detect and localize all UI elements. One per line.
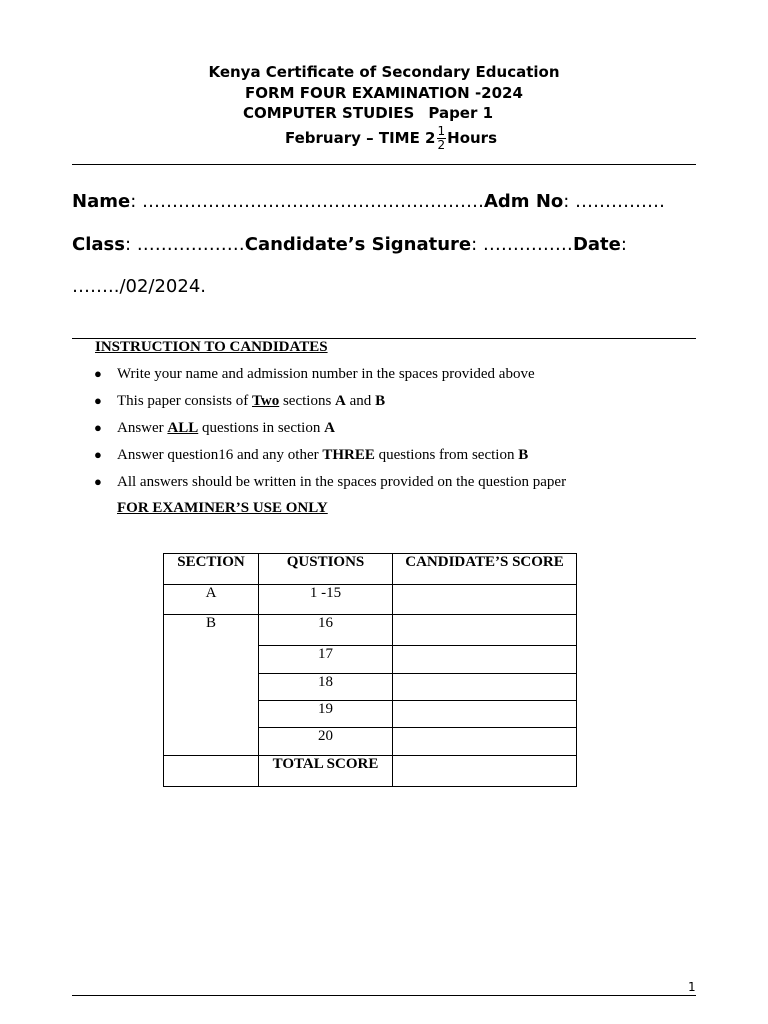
instruction-emphasis: Two bbox=[251, 393, 280, 409]
paper-number: Paper 1 bbox=[428, 104, 494, 122]
exam-time bbox=[14, 125, 768, 152]
instruction-emphasis: A bbox=[335, 393, 346, 409]
score-cell[interactable] bbox=[393, 701, 577, 728]
instruction-text: This paper consists of bbox=[117, 393, 252, 409]
header-section: SECTION bbox=[164, 554, 259, 585]
bullet-icon: ● bbox=[94, 447, 102, 462]
instruction-text: questions from section bbox=[374, 447, 519, 463]
table-total-row bbox=[164, 756, 577, 787]
questions-cell: 17 bbox=[259, 646, 393, 674]
table-header-row bbox=[164, 554, 577, 585]
questions-cell: 18 bbox=[259, 674, 393, 701]
date-field[interactable]: ……../02/2024. bbox=[72, 276, 207, 297]
instruction-emphasis: B bbox=[518, 447, 529, 463]
class-signature-line bbox=[72, 234, 627, 255]
instruction-text: Answer question16 and any other bbox=[117, 447, 323, 463]
date-colon: : bbox=[620, 234, 627, 255]
header-divider bbox=[72, 164, 696, 165]
class-field[interactable]: : ……………… bbox=[124, 234, 245, 255]
time-prefix: February – TIME 2 bbox=[284, 128, 436, 147]
fraction-numerator: 1 bbox=[437, 123, 446, 138]
section-cell: B bbox=[164, 615, 259, 756]
section-cell: A bbox=[164, 585, 259, 615]
total-score-cell[interactable] bbox=[393, 756, 577, 787]
page-number: 1 bbox=[688, 980, 696, 994]
name-field[interactable]: : ………………………………………………… bbox=[130, 191, 484, 212]
score-cell[interactable] bbox=[393, 728, 577, 756]
signature-label: Candidate’s Signature bbox=[244, 234, 472, 255]
questions-cell: 16 bbox=[259, 615, 393, 646]
header-candidate-score: CANDIDATE’S SCORE bbox=[393, 554, 577, 585]
instruction-text: questions in section bbox=[198, 420, 325, 436]
instruction-item bbox=[95, 471, 695, 498]
questions-cell: 1 -15 bbox=[259, 585, 393, 615]
bullet-icon: ● bbox=[94, 474, 102, 489]
instruction-text: and bbox=[345, 393, 376, 409]
total-score-label: TOTAL SCORE bbox=[259, 756, 393, 787]
table-row bbox=[164, 585, 577, 615]
header-questions: QUSTIONS bbox=[259, 554, 393, 585]
time-fraction bbox=[437, 125, 447, 152]
instruction-item bbox=[95, 363, 695, 390]
bullet-icon: ● bbox=[94, 420, 102, 435]
score-cell[interactable] bbox=[393, 674, 577, 701]
adm-no-field[interactable]: : …………… bbox=[563, 191, 666, 212]
fraction-denominator: 2 bbox=[437, 137, 446, 152]
footer-divider bbox=[72, 995, 696, 996]
instruction-item bbox=[95, 390, 695, 417]
section-cell bbox=[164, 756, 259, 787]
instruction-text: All answers should be written in the spaces provided on the question paper bbox=[117, 474, 567, 490]
bullet-icon: ● bbox=[94, 393, 102, 408]
name-adm-line bbox=[72, 191, 665, 212]
adm-no-label: Adm No bbox=[483, 191, 564, 212]
score-cell[interactable] bbox=[393, 646, 577, 674]
time-suffix: Hours bbox=[447, 128, 498, 147]
table-row bbox=[164, 615, 577, 646]
exam-subject bbox=[0, 103, 768, 124]
examiner-use-title: FOR EXAMINER’S USE ONLY bbox=[117, 500, 328, 516]
date-label: Date bbox=[572, 234, 621, 255]
class-label: Class bbox=[72, 234, 125, 255]
score-cell[interactable] bbox=[393, 615, 577, 646]
instructions-list bbox=[95, 363, 695, 498]
instruction-text: Write your name and admission number in the spaces provided above bbox=[117, 366, 535, 382]
instruction-emphasis: ALL bbox=[167, 420, 199, 436]
exam-form-title: FORM FOUR EXAMINATION -2024 bbox=[245, 83, 523, 102]
signature-field[interactable]: : …………… bbox=[471, 234, 573, 255]
exam-header bbox=[0, 62, 768, 152]
instruction-emphasis: B bbox=[375, 393, 386, 409]
instruction-item bbox=[95, 417, 695, 444]
instruction-text: sections bbox=[279, 393, 336, 409]
instruction-item bbox=[95, 444, 695, 471]
instruction-emphasis: THREE bbox=[322, 447, 375, 463]
name-label: Name bbox=[72, 191, 131, 212]
questions-cell: 19 bbox=[259, 701, 393, 728]
score-cell[interactable] bbox=[393, 585, 577, 615]
instruction-text: Answer bbox=[117, 420, 168, 436]
instructions-title: INSTRUCTION TO CANDIDATES bbox=[95, 339, 328, 355]
instruction-emphasis: A bbox=[324, 420, 335, 436]
exam-body-title: Kenya Certificate of Secondary Education bbox=[208, 63, 560, 81]
subject-name: COMPUTER STUDIES bbox=[242, 104, 415, 122]
bullet-icon: ● bbox=[94, 366, 102, 381]
score-table bbox=[163, 553, 577, 787]
questions-cell: 20 bbox=[259, 728, 393, 756]
